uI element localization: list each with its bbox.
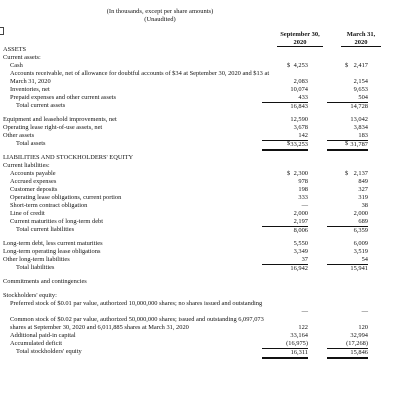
table-row: [0, 70, 400, 86]
value-september-2020: —: [301, 202, 308, 209]
value-march-2020: —: [361, 308, 368, 315]
value-september-2020: 333: [298, 194, 308, 201]
row-label: Preferred stock of $0.01 par value, authorized 10,000,000 shares; no shares issued and outstanding: [10, 300, 263, 307]
table-row: [0, 300, 400, 316]
row-label: Operating lease right-of-use assets, net: [3, 124, 103, 131]
column-header-march-line2: 2020: [341, 39, 381, 48]
value-september-2020: 8,006: [262, 226, 308, 235]
value-september-2020: 2,197: [293, 218, 308, 225]
row-label: Accounts payable: [10, 170, 56, 177]
dollar-sign: $: [287, 140, 291, 147]
row-label: Line of credit: [10, 210, 45, 217]
value-march-2020: 9,653: [353, 86, 368, 93]
table-row: [0, 124, 400, 132]
table-row: [0, 132, 400, 140]
table-row: [0, 218, 400, 226]
row-label: Current maturities of long-term debt: [10, 218, 103, 225]
value-september-2020: 4,253: [293, 62, 308, 69]
row-label: Customer deposits: [10, 186, 58, 193]
value-march-2020: 6,359: [327, 226, 368, 235]
table-row: [0, 316, 400, 332]
column-header-september-line1: September 30,: [280, 31, 320, 38]
value-september-2020: (16,975): [286, 340, 308, 347]
table-row: [0, 116, 400, 124]
value-march-2020: 15,941: [327, 264, 368, 273]
row-label: LIABILITIES AND STOCKHOLDERS' EQUITY: [3, 154, 134, 161]
column-header-march-line1: March 31,: [346, 31, 376, 38]
value-march-2020: (17,268): [346, 340, 368, 347]
table-row: [0, 162, 400, 170]
table-row: [0, 178, 400, 186]
row-label: Additional paid-in capital: [10, 332, 76, 339]
row-label: Current assets:: [3, 54, 41, 61]
value-march-2020: 2,154: [353, 78, 368, 85]
value-september-2020: 2,083: [293, 78, 308, 85]
table-row: [0, 140, 400, 148]
value-march-2020: 327: [358, 186, 368, 193]
row-label: Cash: [10, 62, 23, 69]
value-september-2020: 16,311: [262, 348, 308, 359]
table-row: [0, 202, 400, 210]
table-row: [0, 170, 400, 178]
table-row: [0, 86, 400, 94]
value-september-2020: 12,590: [290, 116, 308, 123]
row-label: Long-term operating lease obligations: [3, 248, 101, 255]
table-row: [0, 194, 400, 202]
row-label: Total current assets: [16, 102, 66, 109]
row-label: Prepaid expenses and other current assets: [10, 94, 116, 101]
value-march-2020: 32,994: [350, 332, 368, 339]
value-march-2020: 2,137: [353, 170, 368, 177]
value-march-2020: 38: [361, 202, 368, 209]
row-label: Total liabilities: [16, 264, 55, 271]
row-label: Other long-term liabilities: [3, 256, 70, 263]
value-march-2020: 14,728: [327, 102, 368, 111]
value-march-2020: 3,834: [353, 124, 368, 131]
row-label: Equipment and leasehold improvements, net: [3, 116, 117, 123]
table-row: [0, 292, 400, 300]
value-march-2020: 689: [358, 218, 368, 225]
audit-note: (Unaudited): [144, 16, 176, 23]
value-september-2020: —: [301, 308, 308, 315]
table-row: [0, 348, 400, 356]
value-march-2020: 15,846: [327, 348, 368, 359]
dollar-sign: $: [345, 140, 349, 147]
row-label: Total assets: [16, 140, 46, 147]
value-september-2020: 2,300: [293, 170, 308, 177]
table-row: [0, 226, 400, 234]
value-march-2020: 2,417: [353, 62, 368, 69]
row-label: Common stock of $0.02 par value, authorized 50,000,000 shares; issued and outstanding 6,097,073 shares at September 30, 2020 and 6,011,885 shares at March 31, 2020: [10, 316, 264, 331]
row-label: Total stockholders' equity: [16, 348, 82, 355]
row-label: Accumulated deficit: [10, 340, 62, 347]
units-note: (In thousands, except per share amounts): [106, 8, 214, 15]
row-label: Total current liabilities: [16, 226, 75, 233]
value-september-2020: 33,253: [262, 140, 308, 151]
value-september-2020: 122: [298, 324, 308, 331]
table-row: [0, 332, 400, 340]
table-row: [0, 94, 400, 102]
table-row: [0, 54, 400, 62]
value-march-2020: 3,519: [353, 248, 368, 255]
value-march-2020: 6,009: [353, 240, 368, 247]
row-label: Operating lease obligations, current portion: [10, 194, 122, 201]
table-row: [0, 186, 400, 194]
row-label: Long-term debt, less current maturities: [3, 240, 103, 247]
value-september-2020: 2,000: [293, 210, 308, 217]
row-label: Stockholders' equity:: [3, 292, 57, 299]
table-row: [0, 154, 400, 162]
value-march-2020: 120: [358, 324, 368, 331]
value-september-2020: 3,349: [293, 248, 308, 255]
row-label: Accounts receivable, net of allowance for doubtful accounts of $34 at September 30, 2020 and $13 at March 31, 2020: [10, 70, 270, 85]
table-row: [0, 240, 400, 248]
value-march-2020: 183: [358, 132, 368, 139]
value-september-2020: 16,942: [262, 264, 308, 273]
table-row: [0, 62, 400, 70]
column-header-september-line2: 2020: [277, 39, 323, 48]
column-header-march: [341, 31, 381, 47]
value-september-2020: 10,074: [290, 86, 308, 93]
value-march-2020: 849: [358, 178, 368, 185]
value-march-2020: 54: [361, 256, 368, 263]
value-march-2020: 504: [358, 94, 368, 101]
table-row: [0, 102, 400, 110]
row-label: Other assets: [3, 132, 35, 139]
row-label: ASSETS: [3, 46, 27, 53]
value-march-2020: 2,000: [353, 210, 368, 217]
value-march-2020: 13,042: [350, 116, 368, 123]
row-label: Short-term contract obligation: [10, 202, 88, 209]
value-september-2020: 433: [298, 94, 308, 101]
value-september-2020: 33,164: [290, 332, 308, 339]
value-september-2020: 978: [298, 178, 308, 185]
value-march-2020: 319: [358, 194, 368, 201]
value-september-2020: 16,843: [262, 102, 308, 111]
table-row: [0, 340, 400, 348]
table-row: [0, 264, 400, 272]
row-label: Inventories, net: [10, 86, 50, 93]
row-label: Commitments and contingencies: [3, 278, 87, 285]
dollar-sign: $: [345, 62, 349, 69]
value-september-2020: 198: [298, 186, 308, 193]
column-header-september: [277, 31, 323, 47]
dollar-sign: $: [345, 170, 349, 177]
dollar-sign: $: [287, 170, 291, 177]
dollar-sign: $: [287, 62, 291, 69]
table-row: [0, 278, 400, 286]
row-label: Accrued expenses: [10, 178, 57, 185]
row-label: Current liabilities:: [3, 162, 50, 169]
value-march-2020: 31,787: [327, 140, 368, 151]
panel-edge-marker: [0, 27, 4, 35]
value-september-2020: 37: [301, 256, 308, 263]
table-row: [0, 248, 400, 256]
table-row: [0, 256, 400, 264]
table-row: [0, 46, 400, 54]
value-september-2020: 142: [298, 132, 308, 139]
value-september-2020: 3,678: [293, 124, 308, 131]
value-september-2020: 5,550: [293, 240, 308, 247]
table-row: [0, 210, 400, 218]
